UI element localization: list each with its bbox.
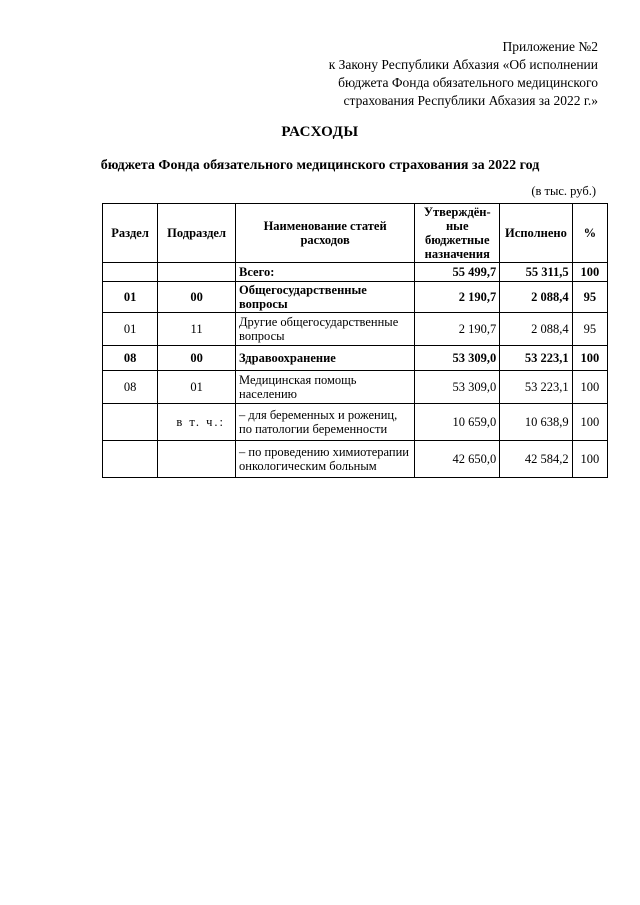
units-note: (в тыс. руб.) xyxy=(531,184,596,198)
document-title: РАСХОДЫ xyxy=(281,124,359,140)
cell-executed: 53 223,1 xyxy=(500,346,572,371)
cell-executed: 55 311,5 xyxy=(500,263,572,282)
cell-pct: 95 xyxy=(572,282,607,313)
table-row xyxy=(103,346,608,371)
cell-executed: 10 638,9 xyxy=(500,404,572,441)
table-row xyxy=(103,371,608,404)
cell-approved: 42 650,0 xyxy=(415,441,500,478)
cell-podrazdel: 11 xyxy=(158,313,236,346)
cell-name: Всего: xyxy=(236,263,415,282)
header-executed: Исполнено xyxy=(500,204,572,263)
cell-name: Другие общегосударственные вопросы xyxy=(236,313,415,346)
table-row xyxy=(103,263,608,282)
cell-razdel: 08 xyxy=(103,346,158,371)
cell-razdel: 01 xyxy=(103,282,158,313)
appendix-line: страхования Республики Абхазия за 2022 г.» xyxy=(343,93,598,108)
cell-name: Общегосударственные вопросы xyxy=(236,282,415,313)
cell-podrazdel: 00 xyxy=(158,282,236,313)
cell-podrazdel: 01 xyxy=(158,371,236,404)
cell-name: Здравоохранение xyxy=(236,346,415,371)
cell-podrazdel: в т. ч.: xyxy=(158,404,236,441)
cell-approved: 10 659,0 xyxy=(415,404,500,441)
cell-pct: 95 xyxy=(572,313,607,346)
expenses-table xyxy=(102,203,608,478)
cell-podrazdel: 00 xyxy=(158,346,236,371)
cell-approved: 53 309,0 xyxy=(415,371,500,404)
cell-name: Медицинская помощь населению xyxy=(236,371,415,404)
cell-pct: 100 xyxy=(572,263,607,282)
cell-razdel xyxy=(103,404,158,441)
appendix-line: к Закону Республики Абхазия «Об исполнении xyxy=(328,57,598,72)
header-pct: % xyxy=(572,204,607,263)
cell-approved: 53 309,0 xyxy=(415,346,500,371)
cell-approved: 55 499,7 xyxy=(415,263,500,282)
cell-razdel: 08 xyxy=(103,371,158,404)
appendix-note xyxy=(278,38,598,110)
cell-razdel: 01 xyxy=(103,313,158,346)
table-header-row xyxy=(103,204,608,263)
cell-pct: 100 xyxy=(572,404,607,441)
table-row xyxy=(103,282,608,313)
cell-pct: 100 xyxy=(572,441,607,478)
table-row xyxy=(103,404,608,441)
cell-executed: 2 088,4 xyxy=(500,282,572,313)
cell-approved: 2 190,7 xyxy=(415,313,500,346)
cell-executed: 53 223,1 xyxy=(500,371,572,404)
appendix-line: бюджета Фонда обязательного медицинского xyxy=(338,75,598,90)
cell-razdel xyxy=(103,263,158,282)
header-approved: Утверждён-ные бюджетные назначения xyxy=(415,204,500,263)
header-name: Наименование статей расходов xyxy=(236,204,415,263)
cell-pct: 100 xyxy=(572,371,607,404)
cell-razdel xyxy=(103,441,158,478)
cell-name: – по проведению химиотерапии онкологическим больным xyxy=(236,441,415,478)
document-subtitle: бюджета Фонда обязательного медицинского страхования за 2022 год xyxy=(100,158,540,173)
cell-approved: 2 190,7 xyxy=(415,282,500,313)
cell-name: – для беременных и рожениц, по патологии беременности xyxy=(236,404,415,441)
header-podrazdel: Подраздел xyxy=(158,204,236,263)
cell-pct: 100 xyxy=(572,346,607,371)
cell-podrazdel xyxy=(158,263,236,282)
table-row xyxy=(103,313,608,346)
cell-podrazdel xyxy=(158,441,236,478)
cell-executed: 2 088,4 xyxy=(500,313,572,346)
table-row xyxy=(103,441,608,478)
cell-executed: 42 584,2 xyxy=(500,441,572,478)
header-razdel: Раздел xyxy=(103,204,158,263)
appendix-line: Приложение №2 xyxy=(502,39,598,54)
